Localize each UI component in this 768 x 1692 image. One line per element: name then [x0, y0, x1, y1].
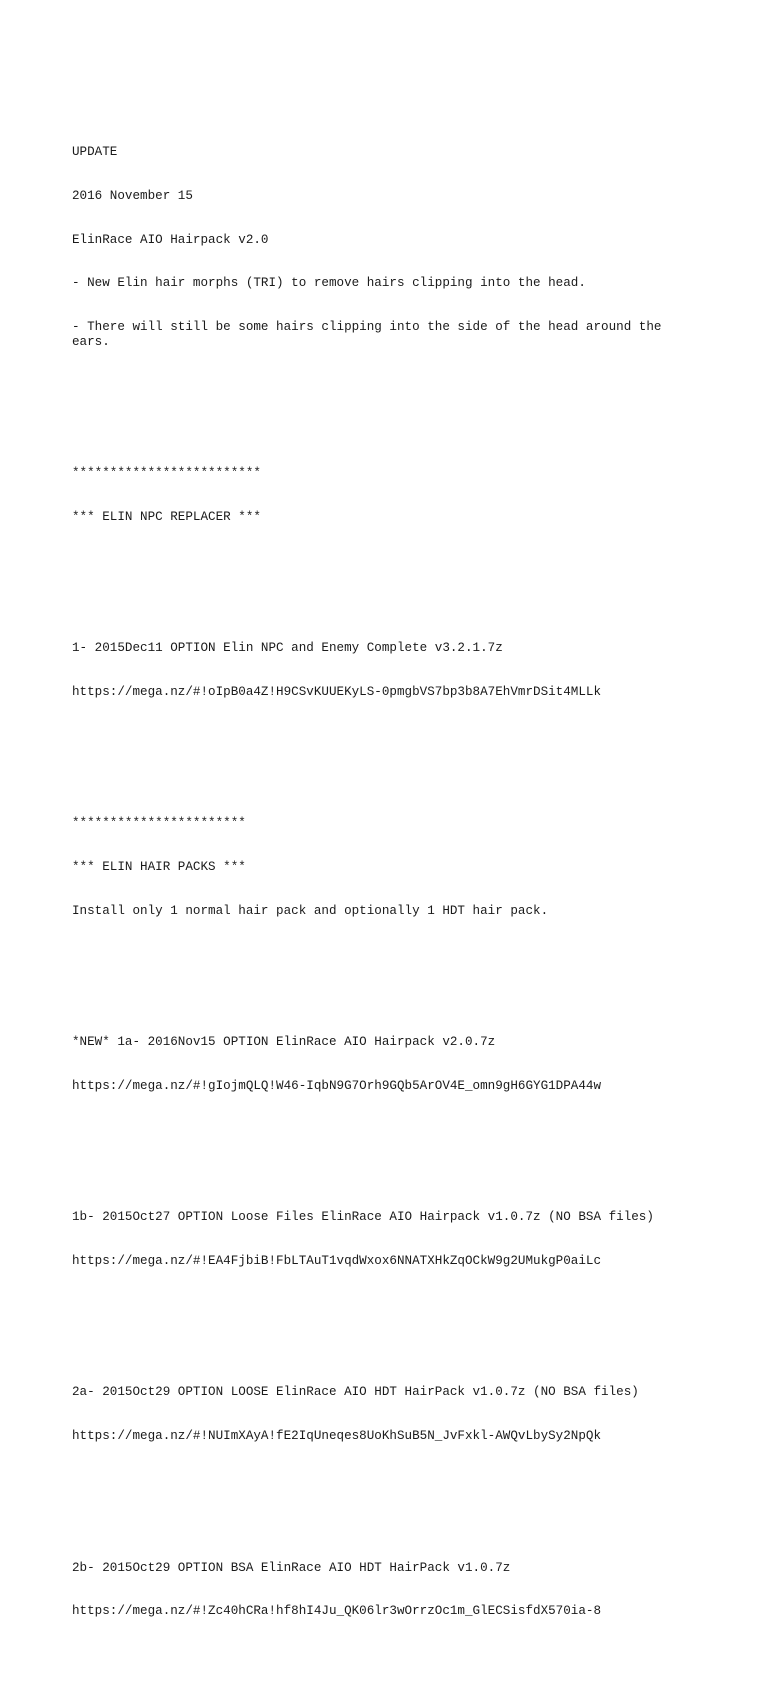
hair-item-link[interactable]: https://mega.nz/#!EA4FjbiB!FbLTAuT1vqdWxox6NNATXHkZqOCkW9g2UMukgP0aiLc — [72, 1254, 602, 1269]
hair-item — [72, 1181, 712, 1298]
npc-heading: *** ELIN NPC REPLACER *** — [72, 509, 261, 524]
hair-item-link[interactable]: https://mega.nz/#!NUImXAyA!fE2IqUneqes8UoKhSuB5N_JvFxkl-AWQvLbySy2NpQk — [72, 1429, 602, 1444]
npc-header — [72, 437, 712, 554]
hair-header — [72, 787, 712, 948]
hair-item-label: 2b- 2015Oct29 OPTION BSA ElinRace AIO HDT HairPack v1.0.7z — [72, 1560, 511, 1575]
npc-stars: ************************* — [72, 466, 261, 481]
update-section — [72, 116, 712, 379]
npc-item-link[interactable]: https://mega.nz/#!oIpB0a4Z!H9CSvKUUEKyLS-0pmgbVS7bp3b8A7EhVmrDSit4MLLk — [72, 684, 602, 699]
update-heading: UPDATE — [72, 144, 118, 159]
hair-item — [72, 1356, 712, 1473]
hair-heading: *** ELIN HAIR PACKS *** — [72, 860, 246, 875]
npc-item — [72, 612, 712, 729]
hair-item-label: 2a- 2015Oct29 OPTION LOOSE ElinRace AIO HDT HairPack v1.0.7z (NO BSA files) — [72, 1385, 639, 1400]
npc-item-label: 1- 2015Dec11 OPTION Elin NPC and Enemy Complete v3.2.1.7z — [72, 641, 503, 656]
hair-item-label: *NEW* 1a- 2016Nov15 OPTION ElinRace AIO Hairpack v2.0.7z — [72, 1035, 496, 1050]
update-title: ElinRace AIO Hairpack v2.0 — [72, 232, 269, 247]
hair-instruction: Install only 1 normal hair pack and optionally 1 HDT hair pack. — [72, 903, 549, 918]
update-date: 2016 November 15 — [72, 188, 193, 203]
hair-item-link[interactable]: https://mega.nz/#!gIojmQLQ!W46-IqbN9G7Orh9GQb5ArOV4E_omn9gH6GYG1DPA44w — [72, 1078, 602, 1093]
hair-item-link[interactable]: https://mega.nz/#!Zc40hCRa!hf8hI4Ju_QK06lr3wOrrzOc1m_GlECSisfdX570ia-8 — [72, 1604, 602, 1619]
document-page — [72, 72, 712, 1692]
update-note: - New Elin hair morphs (TRI) to remove hairs clipping into the head. — [72, 276, 586, 291]
hair-stars: *********************** — [72, 816, 246, 831]
hair-item-label: 1b- 2015Oct27 OPTION Loose Files ElinRace AIO Hairpack v1.0.7z (NO BSA files) — [72, 1210, 654, 1225]
hair-item — [72, 1531, 712, 1648]
update-note: - There will still be some hairs clipping into the side of the head around the ears. — [72, 320, 670, 349]
